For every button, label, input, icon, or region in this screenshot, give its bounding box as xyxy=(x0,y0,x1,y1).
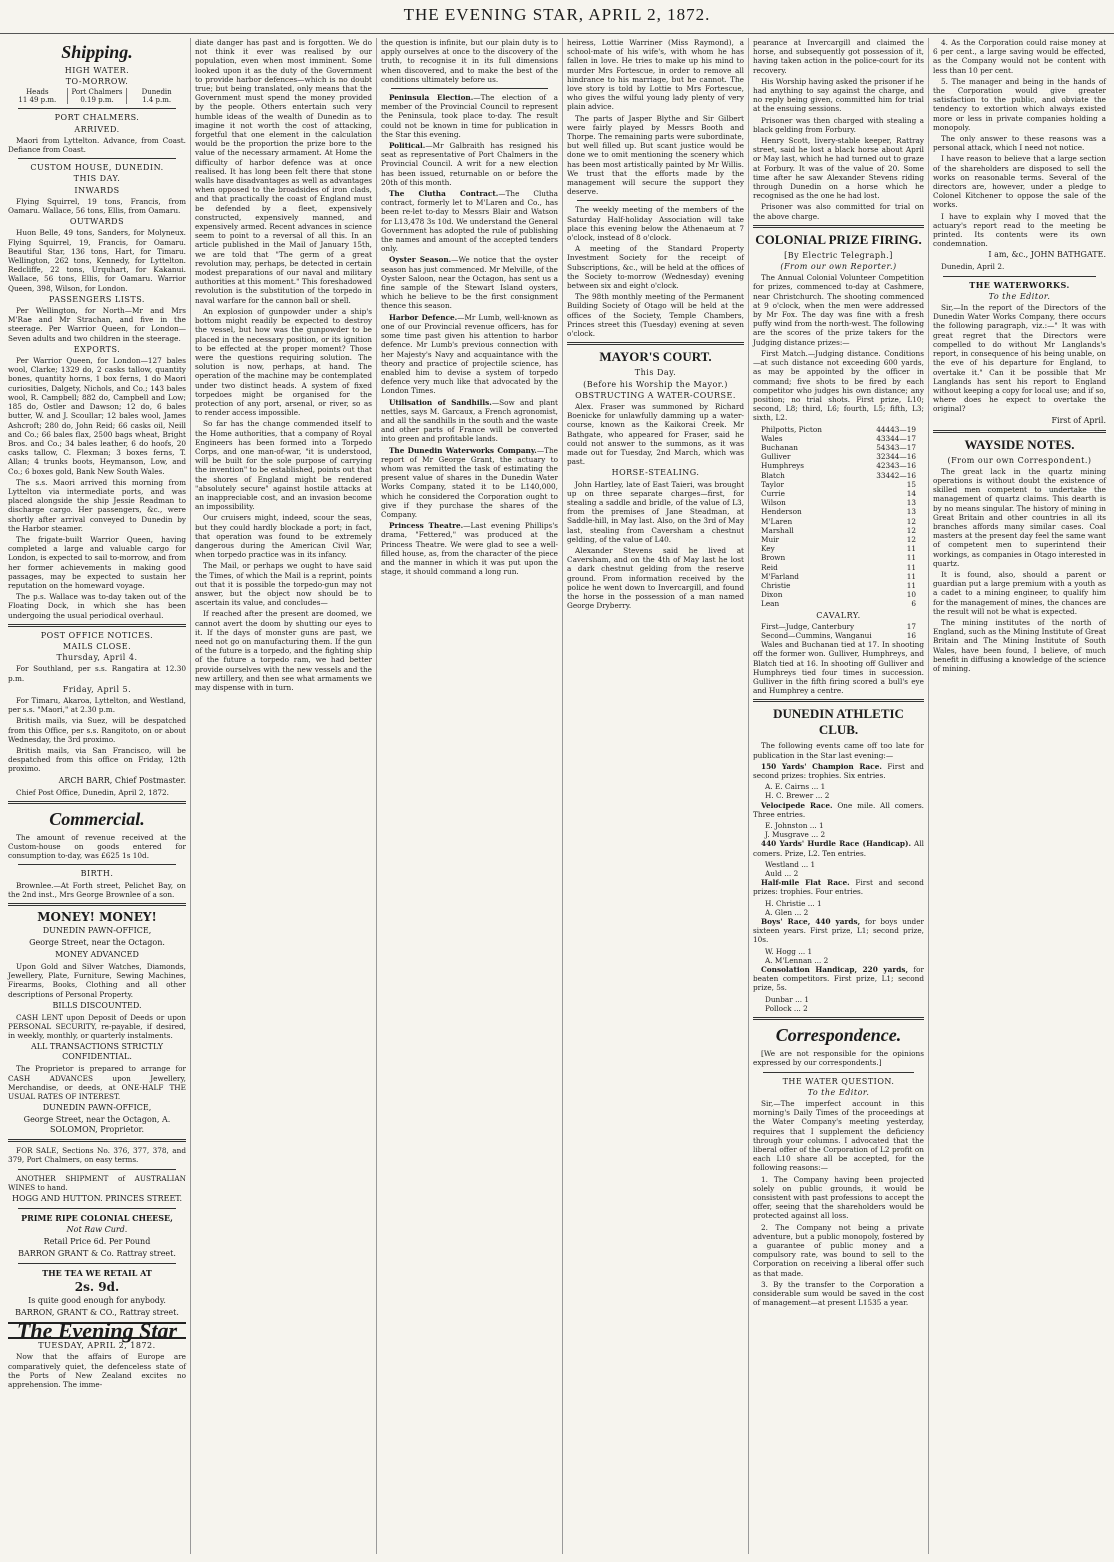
divider xyxy=(391,88,548,89)
arrived-label: ARRIVED. xyxy=(74,124,120,134)
divider xyxy=(18,1208,176,1209)
local-item xyxy=(381,446,558,520)
score-name: Marshall xyxy=(761,525,794,535)
athletic-result: Westland ... 1 xyxy=(765,859,816,869)
score-value: 33442—16 xyxy=(876,470,916,480)
local-item-lead: Utilisation of Sandhills. xyxy=(389,397,492,407)
pawn-office-signature: George Street, near the Octagon, A. SOLOMON, Proprietor. xyxy=(23,1115,171,1135)
score-name: Brown xyxy=(761,553,786,563)
column-1 xyxy=(4,38,190,1554)
paper-title: The Evening Star xyxy=(8,1322,186,1339)
cavalry-table xyxy=(753,622,924,640)
score-name: M'Farland xyxy=(761,571,799,581)
athletic-result: H. Christie ... 1 xyxy=(765,898,822,908)
cheese-ad-seller: BARRON GRANT & Co. Rattray street. xyxy=(18,1249,176,1259)
tea-ad-seller: BARRON, GRANT & CO., Rattray street. xyxy=(15,1308,179,1318)
score-value: 11 xyxy=(906,562,916,572)
athletic-result: W. Hogg ... 1 xyxy=(765,946,813,956)
local-item xyxy=(381,521,558,576)
court-continued: Prisoner was also committed for trial on the above charge. xyxy=(753,202,924,221)
score-name: Wales xyxy=(761,433,783,443)
score-value: 13 xyxy=(906,498,916,508)
athletic-event-name: 440 Yards' Hurdle Race (Handicap). xyxy=(761,839,912,849)
letter-point: 2. The Company not being a private adventure, but a public monopoly, fostered by a guarantee of public money and a compulsory rate, was bound to sell to the Corporation on receiving a liberal offer such as that made. xyxy=(753,1222,924,1278)
athletic-result: H. C. Brewer ... 2 xyxy=(765,791,830,801)
score-name: Reid xyxy=(761,562,778,572)
wayside-paragraph: It is found, also, should a parent or guardian put a large premium with a youth as a cadet to a mining engineer, to qualify him for the management of mines, the chances are the result will not be what is expected. xyxy=(933,569,1106,616)
case-text: Alex. Fraser was summoned by Richard Boenicke for unlawfully damming up a water-course, known as the Kaikorai Creek. Mr Bathgate, who appeared for Fraser, said he could not answer to the summons, as it was made out for Tuesday, 2nd March, which was past. xyxy=(567,401,744,467)
for-sale-ad: FOR SALE, Sections No. 376, 377, 378, and 379, Port Chalmers, on easy terms. xyxy=(8,1146,186,1165)
local-item-lead: Harbor Defence. xyxy=(389,312,458,322)
thursday-text: For Southland, per s.s. Rangatira at 12.30 p.m. xyxy=(8,664,186,683)
local-item-text: —Mr Lumb, well-known as one of our Provincial revenue officers, has for some time past given his attention to harbor defence. Mr Lumb's previous connection with her Majesty's Navy and acquaintance with the theory and practice of projectile science, has enabled him to devise a system of torpedo defence very much like that advocated by the London Times. xyxy=(381,312,558,396)
athletic-event-detail: for boys under sixteen years. First prize, L1; second prize, 10s. xyxy=(753,917,925,945)
score-name: Taylor xyxy=(761,479,784,489)
score-value: 15 xyxy=(906,479,916,489)
score-value: 12 xyxy=(906,534,916,544)
waterworks-to-editor: To the Editor. xyxy=(988,291,1051,301)
prize-firing-intro: The Annual Colonial Volunteer Competition for prizes, commenced to-day at Cashmere, near Christchurch. The shooting commenced at 9 o'clock, when the men were addressed by Mr Fox. The day was fine with a fresh puffy wind from the north-west. The following are the scores of the prize takers for the Judging distance prizes:— xyxy=(753,273,924,347)
tide-heads xyxy=(8,88,67,104)
local-item-lead: The Dunedin Waterworks Company. xyxy=(389,445,537,455)
divider xyxy=(933,430,1106,433)
score-value: 44443—19 xyxy=(876,424,916,434)
athletic-event-detail: for beaten competitors. First prize, L1; second prize, 5s. xyxy=(753,965,924,993)
athletic-event-name: Boys' Race, 440 yards, xyxy=(761,917,861,927)
outwards-text: Huon Belle, 49 tons, Sanders, for Molyneux. Flying Squirrel, 19, Francis, for Oamaru. Beautiful Star, 136 tons, Hart, for Timaru. Wellington, 262 tons, Kennedy, for Lyttelton. Redcliffe, 22 tons, Urquhart, for Kakanui. Wallace, 56 tons, Ellis, for Oamaru. Warrior Queen, 398, Wilson, for London. xyxy=(8,228,186,293)
letter-date: Dunedin, April 2. xyxy=(941,262,1005,272)
score-name: Muir xyxy=(761,534,779,544)
column-3 xyxy=(376,38,562,1554)
athletic-event-detail: First and second prizes: trophies. Four entries. xyxy=(753,878,924,897)
money-ad-title: MONEY! MONEY! xyxy=(37,910,157,925)
letter-text: Sir,—The imperfect account in this morning's Daily Times of the proceedings at the Water Company's meeting yesterday, requires that I supplement the deficiency through your columns. I advocated that the liberal offer of the Corporation of L2 profit on each L10 share all be accepted, for the following reasons:— xyxy=(753,1098,924,1173)
column-4 xyxy=(562,38,748,1554)
leader-paragraph: An explosion of gunpowder under a ship's bottom might readily be expected to destroy the vessel, but how was the gunpowder to be placed in the necessary position, or its ignition to be effected at the proper moment? Those were the questions requiring solution. The solution is now, perhaps, at hand. The operation of the machine may be contemplated under two distinct heads. A system of fixed torpedoes might be organised for the protection of any port, arsenal, or river, so as to render access impossible. xyxy=(195,306,372,418)
athletic-result: Pollock ... 2 xyxy=(765,1003,808,1013)
score-name: Wilson xyxy=(761,498,786,508)
correspondence-heading: Correspondence. xyxy=(775,1025,902,1046)
divider xyxy=(18,108,176,109)
athletic-event xyxy=(753,878,924,896)
score-name: Lean xyxy=(761,599,780,609)
local-item xyxy=(381,141,558,187)
mails-close-label: MAILS CLOSE. xyxy=(62,641,132,651)
port-heading: PORT CHALMERS. xyxy=(54,113,140,123)
score-row xyxy=(753,553,924,562)
local-item-text: —We notice that the oyster season has just commenced. Mr Melville, of the Oyster Saloon, near the Octagon, has sent us a fine sample of the Stewart Island oysters, which he believe to be the first consignment thence this season. xyxy=(381,255,558,311)
score-value: 16 xyxy=(906,630,916,640)
score-row xyxy=(753,590,924,599)
score-row xyxy=(753,526,924,535)
athletic-event xyxy=(753,839,924,857)
athletic-event xyxy=(753,801,924,819)
letter-point: 4. As the Corporation could raise money at 6 per cent., a large saving would be effected, as the Company would not be content with less than 10 per cent. xyxy=(933,38,1106,75)
cheese-ad-price: Retail Price 6d. Per Pound xyxy=(43,1237,151,1247)
letter-point: 5. The manager and being in the hands of the Corporation would give greater satisfaction to the public, and obviate the tendency to extortion which always existed more or less in private companies holding a monopoly. xyxy=(933,76,1106,132)
this-day-label: THIS DAY. xyxy=(73,174,121,184)
column-6 xyxy=(928,38,1110,1554)
tide-place: Dunedin xyxy=(141,88,172,97)
athletic-intro: The following events came off too late for publication in the Star last evening:— xyxy=(753,741,924,760)
score-row xyxy=(753,517,924,526)
inwards-label: INWARDS xyxy=(74,185,120,195)
local-item-text: —The election of a member of the Provincial Council to represent the Peninsula, took place to-day. The result could not be known in time for publication in the Star this evening. xyxy=(381,93,559,139)
notice-paragraph: The 98th monthly meeting of the Permanent Building Society of Otago will be held at the offices of the Society, Temple Chambers, Princes street this (Tuesday) evening at seven o'clock. xyxy=(567,292,744,339)
exports-text: Per Warrior Queen, for London—127 bales wool, Clarke; 1329 do, 2 casks tallow, quantity bones, quantity horns, 1 box ferns, 1 do Maori curiosities, Dalgety, Nichols, and Co.; 143 bales wool, R. Campbell; 882 do, Campbell and Low; 185 do, Ostler and Dawson; 12 do, 6 bales butter, W. and J. Scoullar; 12 bales wool, James Ashcroft; 280 do, John Reid; 66 casks oil, Neill and Co.; 66 bales flax, 2500 bags wheat, Bright Bros. and Co.; 34 bales leather, 6 do hoofs, 20 casks tallow, C. Flexman; 3 boxes ferns, T. Allan; 4 trunks boots, Heymanson, Low, and Co.; 6 boxes gold, Bank New South Wales. xyxy=(8,356,186,476)
score-row xyxy=(753,581,924,590)
court-continued: Henry Scott, livery-stable keeper, Rattray street, said he lost a black horse about April or May last, which he had turned out to graze at Forbury. It was of the value of 20. Some time after he saw Alexander Stevens riding through Dunedin on a horse which he recognised as the one he had lost. xyxy=(753,136,924,201)
local-item xyxy=(381,313,558,396)
score-value: 32344—16 xyxy=(876,452,916,462)
post-office-heading: POST OFFICE NOTICES. xyxy=(40,630,154,640)
athletic-result: E. Johnston ... 1 xyxy=(765,821,824,831)
score-value: 10 xyxy=(906,590,916,600)
disclaimer: [We are not responsible for the opinions expressed by our correspondents.] xyxy=(753,1049,924,1068)
letter-point: 3. By the transfer to the Corporation a considerable sum would be saved in the cost of management—at present L1535 a year. xyxy=(753,1279,924,1308)
local-item-text: —The report of Mr George Grant, the actuary to whom was remitted the task of estimating the present value of shares in the Dunedin Water Works Company, stated it to be L140,000, which he considered the Corporation ought to give if they purchase the shares of the Company. xyxy=(381,445,558,519)
athletic-event-detail: One mile. All comers. Three entries. xyxy=(753,800,925,819)
cash-lent-text: CASH LENT upon Deposit of Deeds or upon PERSONAL SECURITY, re-payable, if desired, in weekly, monthly, or quarterly instalments. xyxy=(8,1012,186,1041)
tide-place: Heads xyxy=(26,88,49,97)
score-name: Gulliver xyxy=(761,452,791,462)
score-value: 54343—17 xyxy=(876,442,916,452)
score-value: 6 xyxy=(911,599,916,609)
score-row xyxy=(753,507,924,516)
tide-time: 1.4 p.m. xyxy=(142,96,172,105)
athletic-event-name: Velocipede Race. xyxy=(761,800,833,810)
local-item xyxy=(381,38,558,84)
letter-point: The only answer to these reasons was a personal attack, which I need not notice. xyxy=(933,134,1106,153)
athletic-result: A. Glen ... 2 xyxy=(765,907,809,917)
score-name: Humphreys xyxy=(761,461,805,471)
score-name: Buchanan xyxy=(761,442,798,452)
prize-firing-heading: COLONIAL PRIZE FIRING. xyxy=(755,231,922,247)
local-item-lead: The Clutha Contract. xyxy=(389,189,499,199)
tide-time: 0.19 p.m. xyxy=(80,96,114,105)
wines-ad: ANOTHER SHIPMENT of AUSTRALIAN WINES to hand. xyxy=(8,1173,186,1192)
money-ad-text: Upon Gold and Silver Watches, Diamonds, Jewellery, Plate, Furniture, Sewing Machines, Firearms, Books, Clothing and all other descriptions of Personal Property. xyxy=(8,962,186,999)
divider xyxy=(943,276,1096,277)
cheese-ad-title: PRIME RIPE COLONIAL CHEESE, xyxy=(21,1213,173,1224)
customs-heading: CUSTOM HOUSE, DUNEDIN. xyxy=(30,163,164,173)
shipping-heading: Shipping. xyxy=(61,42,133,62)
score-value: 11 xyxy=(906,553,916,563)
court-continued: Prisoner was then charged with stealing a black gelding from Forbury. xyxy=(753,115,924,134)
athletic-event-name: Consolation Handicap, 220 yards, xyxy=(761,965,908,975)
arrivals-text: Maori from Lyttelton. Advance, from Coast. Defiance from Coast. xyxy=(8,135,186,155)
score-row xyxy=(753,434,924,443)
waterworks-signature: First of April. xyxy=(1051,415,1106,425)
score-name: Second—Cummins, Wanganui xyxy=(761,630,872,640)
score-row xyxy=(753,622,924,631)
mayors-court-day: This Day. xyxy=(634,368,677,378)
telegraph-label: [By Electric Telegraph.] xyxy=(784,250,893,260)
leader-paragraph: The Mail, or perhaps we ought to have said the Times, of which the Mail is a reprint, points out that it is possible the torpedo-gun may not answer, but the object now should be to ascertain its value, and concludes— xyxy=(195,561,372,608)
birth-text: Brownlee.—At Forth street, Pelichet Bay, on the 2nd inst., Mrs George Brownlee of a son. xyxy=(8,880,186,899)
local-item-lead: Political. xyxy=(389,141,426,151)
friday-text: For Timaru, Akaroa, Lyttelton, and Westland, per s.s. "Maori," at 2.30 p.m. xyxy=(8,695,186,715)
passengers-text: Per Wellington, for North—Mr and Mrs M'Rae and Mr Strachan, and five in the steerage. Per Warrior Queen, for London—Seven adults and two children in the steerage. xyxy=(8,306,186,343)
score-row xyxy=(753,498,924,507)
thursday-label: Thursday, April 4. xyxy=(56,653,138,663)
tide-place: Port Chalmers xyxy=(71,88,123,97)
court-continued: pearance at Invercargill and claimed the horse, and subsequently got possession of it, having taken action in the police-court for its recovery. xyxy=(753,38,924,75)
notice-paragraph: A meeting of the Standard Property Investment Society for the receipt of Subscriptions, &c., will be held at the offices of the Society to-morrow (Wednesday) evening between six and eight o'clock. xyxy=(567,244,744,291)
local-item-lead: Princess Theatre. xyxy=(389,521,464,531)
score-name: Currie xyxy=(761,488,785,498)
score-name: Philpotts, Picton xyxy=(761,424,822,434)
inwards-text: Flying Squirrel, 19 tons, Francis, from Oamaru. Wallace, 56 tons, Ellis, from Oamaru. xyxy=(8,196,186,216)
first-match-text: First Match.—Judging distance. Conditions—at such distance not exceeding 600 yards, as may be appointed by the officer in command; five shots to be fired by each competitor who judges his own distance; any position; no trial shots. First prize, L10; second, L8; third, L6; fourth, L5; fifth, L3; sixth, L2. xyxy=(753,348,924,423)
reporter-label: (From our own Reporter.) xyxy=(780,262,897,272)
letter-title: THE WATER QUESTION. xyxy=(782,1076,895,1086)
cavalry-label: CAVALRY. xyxy=(816,610,861,620)
masthead xyxy=(0,0,1114,34)
tide-port-chalmers xyxy=(67,88,127,104)
british-suez-text: British mails, via Suez, will be despatched from this Office, per s.s. Rangitoto, on or about Wednesday, the 3rd proximo. xyxy=(8,716,186,744)
athletic-event-detail: All comers. Prize, L2. Ten entries. xyxy=(753,839,924,858)
column-5 xyxy=(748,38,928,1554)
athletic-event xyxy=(753,762,924,780)
score-table xyxy=(753,425,924,609)
athletic-event xyxy=(753,917,924,945)
leader-paragraph: So far has the change commended itself to the Home authorities, that a company of Royal Engineers has been formed into a Torpedo Corps, and one man-of-war, "it is understood, will be built for the sole purpose of carrying the invention" to be established, points out that the shores of England might be rendered "absolutely secure" against hostile attacks at an inappreciable cost, and an invasion become an impossibility. xyxy=(195,419,372,512)
divider xyxy=(753,225,924,228)
athletic-result: A. M'Lennan ... 2 xyxy=(765,955,829,965)
waterworks-heading: THE WATERWORKS. xyxy=(969,279,1070,290)
athletic-result: Dunbar ... 1 xyxy=(765,994,809,1004)
birth-heading: BIRTH. xyxy=(80,869,114,879)
tea-ad-note: Is quite good enough for anybody. xyxy=(28,1296,166,1306)
score-row xyxy=(753,631,924,640)
post-office-place: Chief Post Office, Dunedin, April 2, 1872. xyxy=(16,787,169,797)
divider xyxy=(8,801,186,804)
score-value: 12 xyxy=(906,525,916,535)
athletic-event xyxy=(753,965,924,993)
score-value: 17 xyxy=(906,621,916,631)
score-value: 14 xyxy=(906,488,916,498)
score-value: 11 xyxy=(906,571,916,581)
score-name: Dixon xyxy=(761,590,783,600)
tea-ad-title: THE TEA WE RETAIL AT xyxy=(42,1268,152,1279)
postmaster-signature: ARCH BARR, Chief Postmaster. xyxy=(58,775,186,785)
commercial-heading: Commercial. xyxy=(49,808,145,829)
leader-paragraph: diate danger has past and is forgotten. We do not think it ever was realised by our population, even when most imminent. Some looked upon it as the duty of the Government to provide harbor defences—which is no doubt true; but being translated, only means that the Government must spend the money provided by the people. Others entertain such very humble ideas of the wealth of Dunedin as to imagine it not worth the cost of attacking, forgetful that one element in the calculation would be the proportion the prize bore to the value of the necessary armament. At Home the difficulty of harbor defence was at once realised. It has long been felt there that stone walls have disadvantages as well as advantages when opposed to the broadsides of iron clads, and that practically the coast of England must be defended by a fleet, expensively constructed, expensively manned, and expensively armed. Recent advances in science seem to point to a reversal of all this. In an article published in the Mail of January 15th, we are told that "The germ of a great revolution may, perhaps, be detected in certain modest preparations of our naval and military authorities at this moment." This foreshadowed revolution is the substitution of the torpedo in naval warfare for the cannon ball or shell. xyxy=(195,38,373,305)
score-value: 13 xyxy=(906,507,916,517)
outwards-label: OUTWARDS xyxy=(69,217,125,227)
court-continued: His Worship having asked the prisoner if he had anything to say against the charge, and no reply being given, committed him for trial at the ensuing sessions. xyxy=(753,76,924,114)
tea-ad-price: 2s. 9d. xyxy=(74,1280,120,1295)
theatre-review: The parts of Jasper Blythe and Sir Gilbert were fairly played by Messrs Booth and Thorpe. The remaining parts were subordinate, but well filled up. But scant justice would be done we to omit mentioning the scenery which has been most artistically painted by Mr Willis. We trust that the efforts made by the management will secure the support they deserve. xyxy=(567,113,744,197)
case-heading: HORSE-STEALING. xyxy=(611,468,700,478)
dateline: TUESDAY, APRIL 2, 1872. xyxy=(38,1341,156,1351)
mayors-court-heading: MAYOR'S COURT. xyxy=(599,349,712,365)
score-row xyxy=(753,461,924,470)
wayside-paragraph: The mining institutes of the north of England, such as the Mining Institute of Great Britain and The Mining Institute of South Wales, have been found, I believe, of much benefit in diffusing a knowledge of the science of mining. xyxy=(933,617,1106,673)
tomorrow-label: TO-MORROW. xyxy=(65,77,129,87)
score-row xyxy=(753,535,924,544)
score-name: M'Laren xyxy=(761,516,793,526)
athletic-heading: DUNEDIN ATHLETIC CLUB. xyxy=(773,706,904,738)
hogg-hutton: HOGG AND HUTTON. PRINCES STREET. xyxy=(11,1194,183,1204)
score-name: First—Judge, Canterbury xyxy=(761,621,855,631)
passengers-label: PASSENGERS LISTS. xyxy=(49,294,145,304)
local-item-text: —Last evening Phillips's drama, "Fettered," was produced at the Princess Theatre. We were glad to see a well-filled house, as, from the character of the piece and the manner in which it was put upon the stage, it should command a long run. xyxy=(381,521,558,577)
score-value: 43344—17 xyxy=(876,433,916,443)
local-item-text: the question is infinite, but our plain duty is to apply ourselves at once to the discovery of the truth, to recognise it in its full dimensions when discovered, and to make the best of the conditions ultimately before us. xyxy=(381,38,558,84)
score-row xyxy=(753,599,924,608)
local-item xyxy=(381,255,558,310)
local-item-text: —The Clutha contract, formerly let to M'Laren and Co., has been re-let to-day to Messrs Blair and Watson for L13,478 3s 10d. We understand the General Government has adopted the rule of publishing the names and amount of the accepted tenders only. xyxy=(381,189,558,254)
score-row xyxy=(753,480,924,489)
proprietor-text: The Proprietor is prepared to arrange for CASH ADVANCES upon Jewellery, Merchandise, or deeds, at ONE-HALF THE USUAL RATES OF INTEREST. xyxy=(8,1064,186,1102)
tide-time: 11 49 p.m. xyxy=(18,96,57,105)
notice-paragraph: The weekly meeting of the members of the Saturday Half-holiday Association will take place this evening below the Athenaeum at 7 o'clock, instead of 8 o'clock. xyxy=(567,205,744,243)
athletic-result: J. Musgrave ... 2 xyxy=(765,830,826,840)
local-item-text: —Sow and plant nettles, says M. Garcaux, a French agronomist, and all the sandhills in the south and the waste and other parts of France will be converted into green and profitable lands. xyxy=(381,397,558,444)
case-text: John Hartley, late of East Taieri, was brought up on three separate charges—first, for stealing a saddle and bridle, of the value of L3, from the premises of Jane Steadman, at Saddle-hill, in May last. Also, on the 3rd of May last, stealing from Caversham a chestnut gelding, of the value of L40. xyxy=(567,479,744,544)
score-value: 42343—16 xyxy=(876,461,916,471)
score-name: Key xyxy=(761,544,775,554)
score-row xyxy=(753,563,924,572)
score-value: 11 xyxy=(906,580,916,590)
local-item-lead: Peninsula Election. xyxy=(389,93,474,103)
divider xyxy=(8,903,186,906)
tide-table xyxy=(8,88,186,104)
warrior-note: The frigate-built Warrior Queen, having completed a large and valuable cargo for London, is expected to sail to-morrow, and from her former achievements in making good passages, may be expected to sustain her reputation on the homeward voyage. xyxy=(8,534,186,590)
divider xyxy=(577,200,734,201)
divider xyxy=(8,1139,186,1142)
wallace-note: The p.s. Wallace was to-day taken out of the Floating Dock, in which she has been undergoing the usual periodical overhaul. xyxy=(8,592,186,620)
leader-paragraph: Now that the affairs of Europe are comparatively quiet, the defenceless state of the Ports of New Zealand excites no apprehension. The imme- xyxy=(8,1352,186,1390)
letter-point: I have to explain why I moved that the actuary's report read to the meeting be printed. Its contents were its own condemnation. xyxy=(933,211,1106,249)
mayors-court-before: (Before his Worship the Mayor.) xyxy=(583,379,728,389)
score-row xyxy=(753,572,924,581)
leader-paragraph: Our cruisers might, indeed, scour the seas, but they could hardly blockade a port; in fact, that operation was found to be extremely dangerous during the American Civil War, when torpedo practice was in its infancy. xyxy=(195,513,372,560)
wayside-heading: WAYSIDE NOTES. xyxy=(964,436,1075,452)
pawn-office-name: DUNEDIN PAWN-OFFICE, xyxy=(42,926,152,936)
high-water-label: HIGH WATER. xyxy=(64,66,130,75)
exports-label: EXPORTS. xyxy=(73,344,121,354)
pawn-office-name-2: DUNEDIN PAWN-OFFICE, xyxy=(42,1103,152,1113)
column-2 xyxy=(190,38,376,1554)
tide-dunedin xyxy=(126,88,186,104)
british-sf-text: British mails, via San Francisco, will be despatched from this office on Friday, 12th proximo. xyxy=(8,746,186,774)
divider xyxy=(8,624,186,627)
score-row xyxy=(753,425,924,434)
score-row xyxy=(753,443,924,452)
score-row xyxy=(753,452,924,461)
money-advanced: MONEY ADVANCED xyxy=(55,950,139,960)
score-row xyxy=(753,489,924,498)
to-editor: To the Editor. xyxy=(807,1087,870,1097)
cheese-ad-note: Not Raw Curd. xyxy=(66,1225,128,1235)
leader-paragraph: If reached after the present are doomed, we cannot avert the doom by shutting our eyes to it. If the days of monster guns are past, we need not go on manufacturing them. If the gun of the future is a torpedo, and the fighting ship of the future a torpedo ram, we had better provide ourselves with the new vessels and the new artillery, and then see what armaments we may dispense with in turn. xyxy=(195,609,372,693)
score-value: 12 xyxy=(906,516,916,526)
divider xyxy=(18,1263,176,1264)
athletic-result: Auld ... 2 xyxy=(765,869,799,879)
divider xyxy=(18,864,176,865)
divider xyxy=(18,158,176,159)
letter-point: 1. The Company having been projected solely on public grounds, it would be consistent with past professions to accept the offer, seeing that the shareholders would be protected against all loss. xyxy=(753,1174,924,1221)
athletic-event-name: 150 Yards' Champion Race. xyxy=(761,761,882,771)
bills-discounted: BILLS DISCOUNTED. xyxy=(52,1000,142,1010)
score-row xyxy=(753,471,924,480)
tie-note: Wales and Buchanan tied at 17. In shooting off the former won. Gulliver, Humphreys, and Blatch tied at 16. In shooting off Gulliver and Humphreys tied four times in succession. Gulliver in the fifth firing scored a bull's eye and Humphrey a centre. xyxy=(753,640,924,696)
athletic-events xyxy=(753,762,924,1013)
divider xyxy=(763,1072,914,1073)
local-item xyxy=(381,93,558,139)
score-name: Blatch xyxy=(761,470,785,480)
athletic-result: A. E. Cairns ... 1 xyxy=(765,782,826,792)
wayside-from: (From our own Correspondent.) xyxy=(947,455,1092,465)
local-item-text: —Mr Galbraith has resigned his seat as representative of Port Chalmers in the Provincial Council. A writ for a new election has been issued, returnable on or before the 20th of this month. xyxy=(381,141,558,187)
theatre-review: heiress, Lottie Warriner (Miss Raymond), a school-mate of his wife's, with whom he has fallen in love. He tries to make up his mind to murder Mrs Fortescue, in order to remove all hindrance to his marriage, but he cannot. The love story is told by Lottie to Mrs Fortescue, who gives the wilful young lady plenty of very plain advice. xyxy=(567,38,744,112)
friday-label: Friday, April 5. xyxy=(62,684,132,694)
waterworks-text: Sir,—In the report of the Directors of the Dunedin Water Works Company, there occurs the following paragraph, viz.:—" It was with great regret that the Directors were compelled to do without Mr Langlands's report, in consequence of his being unable, on the eve of his departure for England, to overtake it." Can it be possible that Mr Langlands has sent his report to England without keeping a copy for local use; and if so, where does he expect to overtake the original? xyxy=(933,303,1106,414)
case-text: Alexander Stevens said he lived at Caversham, and on the 4th of May last he lost a dark chestnut gelding from the reserve ground. From information received by the police he went down to Invercargill, and found the horse in the possession of a man named George Dryberry. xyxy=(567,545,744,611)
letter-point: I have reason to believe that a large section of the shareholders are disposed to sell the works on reasonable terms. Several of the directors are, however, under a pledge to Colonel Kitchener to oppose the sale of the works. xyxy=(933,154,1106,210)
divider xyxy=(18,1169,176,1170)
pawn-office-address: George Street, near the Octagon. xyxy=(29,938,165,948)
local-item xyxy=(381,398,558,444)
masthead-title: THE EVENING STAR, APRIL 2, 1872. xyxy=(403,5,711,24)
athletic-event-name: Half-mile Flat Race. xyxy=(761,878,850,888)
local-item-lead: Oyster Season. xyxy=(389,255,452,265)
score-row xyxy=(753,544,924,553)
letter-signature: I am, &c., JOHN BATHGATE. xyxy=(988,250,1106,260)
maori-note: The s.s. Maori arrived this morning from Lyttelton via intermediate ports, and was placed alongside the ship Jessie Readman to discharge cargo. Her passengers, &c., were shortly after arrival conveyed to Dunedin by the Harbor steamer. xyxy=(8,477,186,533)
score-value: 11 xyxy=(906,544,916,554)
athletic-event-detail: First and second prizes: trophies. Six entries. xyxy=(753,761,924,781)
score-name: Henderson xyxy=(761,507,802,517)
case-heading: OBSTRUCTING A WATER-COURSE. xyxy=(575,390,736,400)
divider xyxy=(753,1017,924,1020)
divider xyxy=(753,699,924,702)
local-item xyxy=(381,189,558,253)
score-name: Christie xyxy=(761,580,791,590)
confidential-text: ALL TRANSACTIONS STRICTLY CONFIDENTIAL. xyxy=(30,1042,164,1062)
divider xyxy=(567,342,744,345)
commercial-text: The amount of revenue received at the Custom-house on goods entered for consumption to-day, was £625 1s 10d. xyxy=(8,832,186,861)
wayside-paragraph: The great lack in the quartz mining operations is without doubt the existence of skilled men competent to undertake the management of quartz claims. This dearth is by no means singular. The history of mining in Great Britain and other countries in all its branches affords many similar cases. Coal masters at the present day feel the same want of competent men to superintend their workings, as companies in Otago interested in quartz. xyxy=(933,466,1106,568)
